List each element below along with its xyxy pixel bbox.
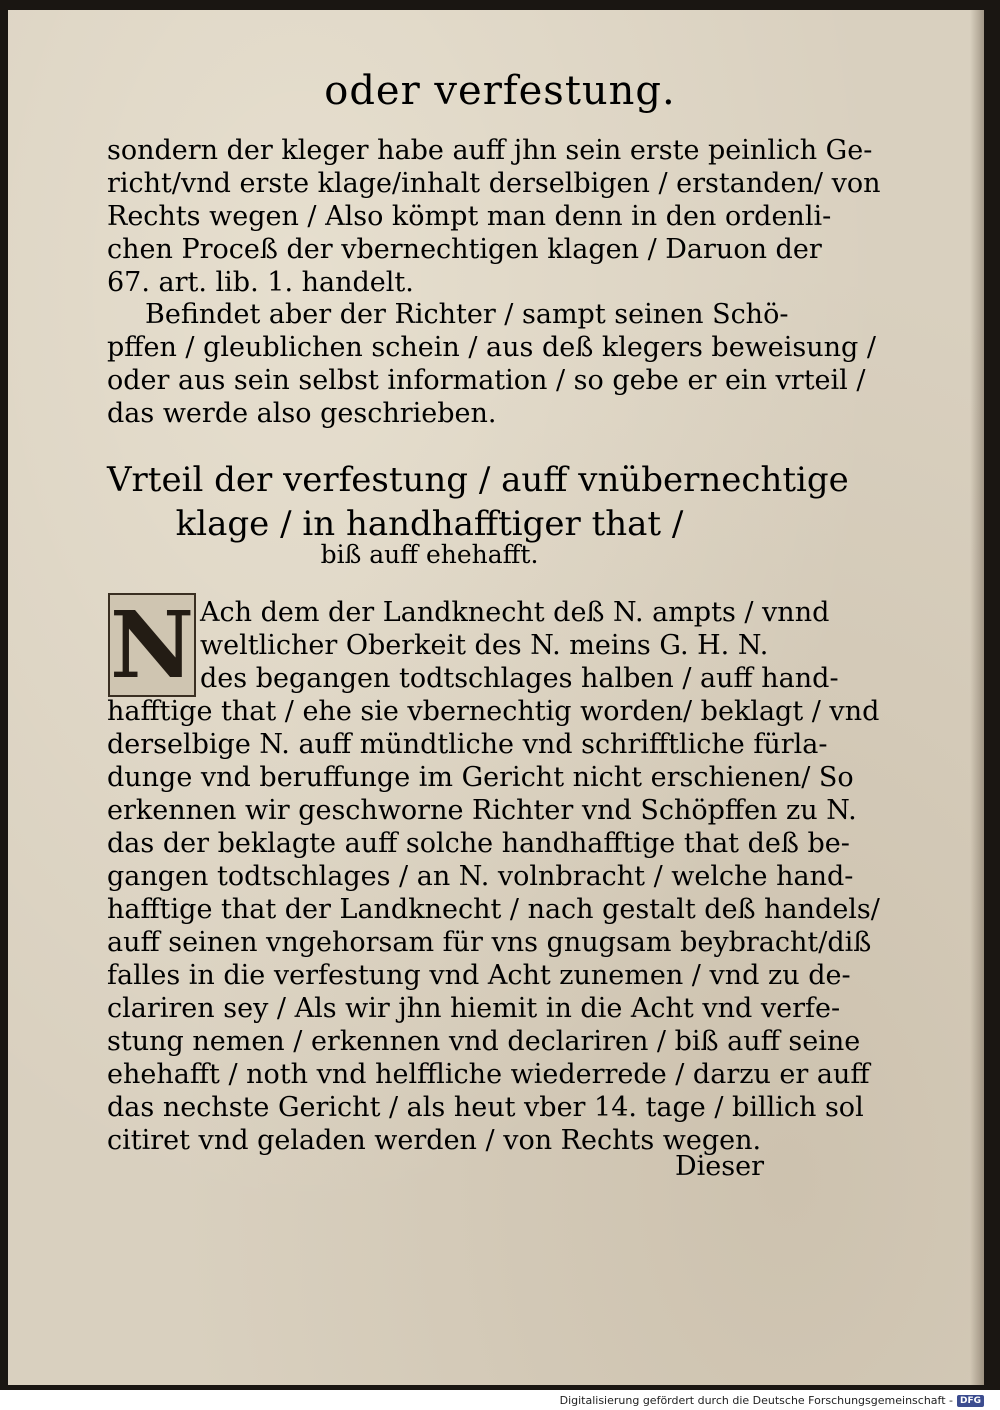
text-line: sondern der kleger habe auff jhn sein erste peinlich Ge- (107, 135, 873, 166)
text-line: das der beklagte auff solche handhafftige that deß be- (107, 828, 850, 859)
text-line: chen Proceß der vbernechtigen klagen / Daruon der (107, 234, 822, 265)
text-line: hafftige that der Landknecht / nach gestalt deß handels/ (107, 894, 880, 925)
text-line: dunge vnd beruffunge im Gericht nicht erschienen/ So (107, 762, 854, 793)
text-line: das nechste Gericht / als heut vber 14. tage / billich sol (107, 1092, 864, 1123)
funding-credit: Digitalisierung gefördert durch die Deutsche Forschungsgemeinschaft - (559, 1394, 953, 1407)
paragraph-2 (107, 298, 876, 430)
text-line: weltlicher Oberkeit des N. meins G. H. N. (200, 630, 769, 661)
text-line: falles in die verfestung vnd Acht zunemen / vnd zu de- (107, 960, 851, 991)
text-line: oder aus sein selbst information / so gebe er ein vrteil / (107, 365, 866, 396)
page-gutter-shadow (970, 10, 984, 1385)
text-line: Befindet aber der Richter / sampt seinen Schö- (145, 299, 789, 330)
section-heading-line-2: klage / in handhafftiger that / (175, 504, 684, 544)
text-line: stung nemen / erkennen vnd declariren / biß auff seine (107, 1026, 861, 1057)
text-line: gangen todtschlages / an N. volnbracht / welche hand- (107, 861, 854, 892)
text-line: das werde also geschrieben. (107, 398, 497, 429)
body-indented (200, 596, 839, 695)
decorated-initial: N (110, 591, 195, 699)
text-line: Rechts wegen / Also kömpt man denn in den ordenli- (107, 201, 832, 232)
text-line: richt/vnd erste klage/inhalt derselbigen / erstanden/ von (107, 168, 881, 199)
text-line: 67. art. lib. 1. handelt. (107, 267, 414, 298)
section-heading-line-3: biß auff ehehafft. (320, 540, 539, 569)
text-line: derselbige N. auff mündtliche vnd schrifftliche fürla- (107, 729, 828, 760)
paragraph-1 (107, 134, 881, 299)
text-line: hafftige that / ehe sie vbernechtig worden/ beklagt / vnd (107, 696, 880, 727)
text-line: clariren sey / Als wir jhn hiemit in die Acht vnd verfe- (107, 993, 841, 1024)
dfg-logo: DFG (957, 1395, 984, 1407)
body-full (107, 695, 880, 1157)
catchword: Dieser (674, 1151, 764, 1182)
text-line: pffen / gleublichen schein / aus deß klegers beweisung / (107, 332, 876, 363)
text-line: citiret vnd geladen werden / von Rechts wegen. (107, 1125, 762, 1156)
running-head: oder verfestung. (324, 68, 676, 114)
section-heading-line-1: Vrteil der verfestung / auff vnübernechtige (107, 460, 849, 500)
text-line: Ach dem der Landknecht deß N. ampts / vnnd (200, 597, 830, 628)
text-line: ehehafft / noth vnd helffliche wiederrede / darzu er auff (107, 1059, 870, 1090)
text-line: des begangen todtschlages halben / auff hand- (200, 663, 839, 694)
text-line: erkennen wir geschworne Richter vnd Schöpffen zu N. (107, 795, 857, 826)
text-line: auff seinen vngehorsam für vns gnugsam beybracht/diß (107, 927, 872, 958)
digitization-footer (560, 1394, 984, 1407)
